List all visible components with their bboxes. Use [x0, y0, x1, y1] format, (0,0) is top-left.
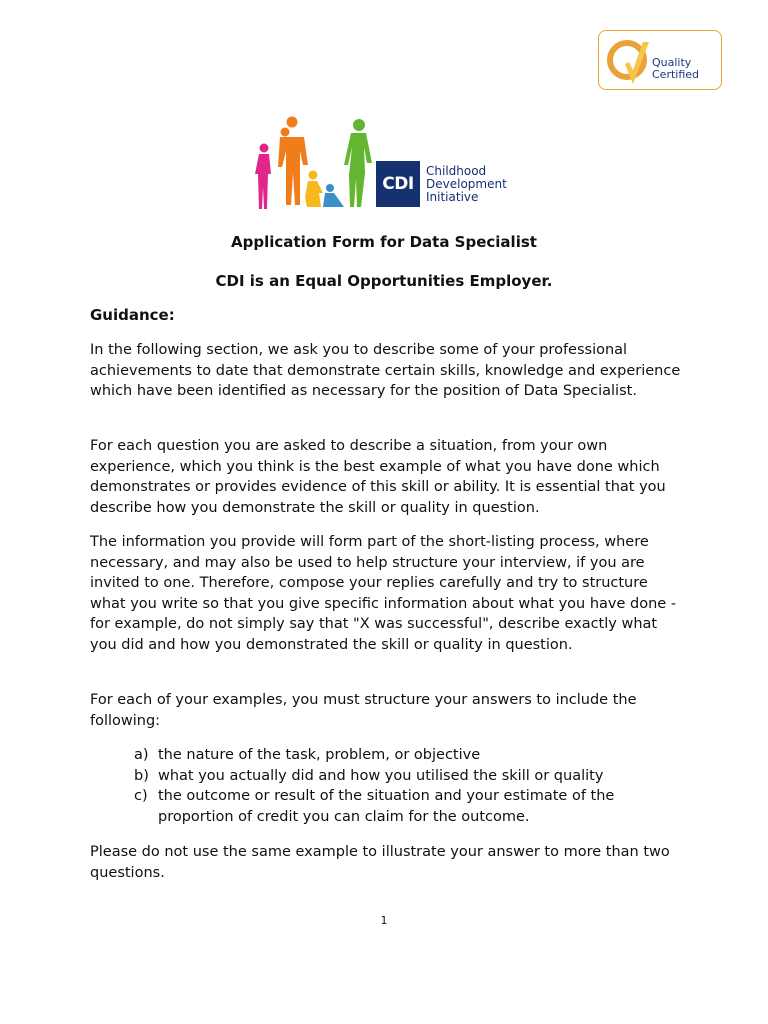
badge-text: [652, 57, 699, 81]
list-text: the outcome or result of the situation and your estimate of the proportion of credit you can claim for the outcome.: [158, 788, 615, 825]
paragraph-5: Please do not use the same example to illustrate your answer to more than two questions.: [90, 844, 670, 881]
list-marker: a): [134, 747, 149, 763]
quality-q-icon: [603, 34, 655, 88]
badge-line2: Certified: [652, 68, 700, 81]
paragraph-4: For each of your examples, you must structure your answers to include the following:: [90, 692, 637, 729]
paragraph-3: The information you provide will form part of the short-listing process, where necessary, and may also be used to help structure your interview, if you are invited to one. Therefore, compose your replies carefully and try to structure what you write so that you give specific information about what you have done - for example, do not simply say that "X was successful", describe exactly what you did and how you demonstrated the skill or quality in question.: [90, 534, 677, 653]
cdi-name-line-2: Development: [426, 177, 507, 191]
list-text: the nature of the task, problem, or objective: [158, 747, 481, 763]
list-item: [134, 786, 654, 827]
guidance-heading: Guidance:: [90, 306, 175, 324]
list-item: [134, 745, 654, 766]
cdi-logo: [250, 113, 512, 213]
document-subtitle: CDI is an Equal Opportunities Employer.: [215, 272, 553, 290]
list-marker: c): [134, 788, 148, 805]
list-item: [134, 766, 654, 787]
cdi-full-name: [426, 165, 507, 204]
cdi-abbr: CDI: [376, 161, 420, 207]
paragraph-1: In the following section, we ask you to describe some of your professional achievements to date that demonstrate certain skills, knowledge and experience which have been identified as necessary for the position of Data Specialist.: [90, 342, 681, 400]
cdi-name-line-3: Initiative: [426, 190, 479, 204]
list-text: what you actually did and how you utilised the skill or quality: [158, 767, 604, 784]
cdi-name-line-1: Childhood: [426, 164, 487, 178]
family-silhouettes-icon: [250, 113, 376, 213]
document-title: Application Form for Data Specialist: [231, 233, 537, 251]
quality-certified-badge: [598, 30, 722, 90]
paragraph-2: For each question you are asked to describe a situation, from your own experience, which you think is the best example of what you have done which demonstrates or provides evidence of this skill or ability. It is essential that you describe how you demonstrate the skill or quality in question.: [90, 438, 666, 516]
list-marker: b): [134, 767, 149, 784]
badge-line1: Quality: [652, 56, 692, 69]
answer-structure-list: [134, 745, 654, 827]
page-number: 1: [380, 914, 388, 927]
